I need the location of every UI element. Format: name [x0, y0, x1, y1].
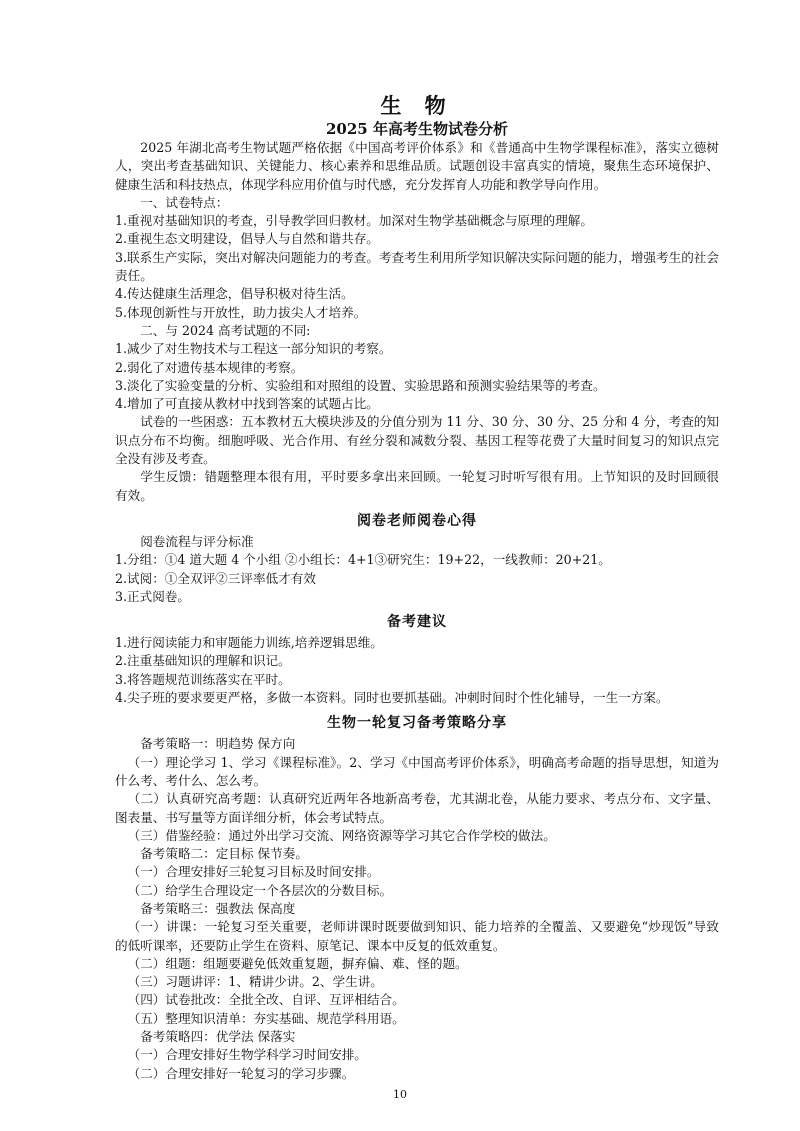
- advice-item: 3.将答题规范训练落实在平时。: [115, 671, 291, 687]
- strategy2-title: 备考策略二：定目标 保节奏。: [140, 846, 308, 862]
- section1-item: 1.重视对基础知识的考查，引导教学回归教材。加深对生物学基础概念与原理的理解。: [115, 213, 593, 229]
- section1-item: 4.传达健康生活理念，倡导积极对待生活。: [115, 286, 354, 302]
- page-number: 10: [393, 1088, 407, 1101]
- section1-item: 2.重视生态文明建设，倡导人与自然和谐共存。: [115, 231, 379, 247]
- strategy1-item: （二）认真研究高考题：认真研究近两年各地新高考卷，尤其湖北卷，从能力要求、考点分布、文字量、图表量、书写量等方面详细分析，体会考试特点。: [115, 791, 719, 825]
- analysis-title: 2025 年高考生物试卷分析: [326, 120, 508, 138]
- grading-item: 1.分组：①4 道大题 4 个小组 ②小组长：4+1③研究生：19+22，一线教师：20+21。: [115, 552, 611, 568]
- subject-title: 生 物: [380, 93, 454, 118]
- strategy3-title: 备考策略三：强教法 保高度: [140, 900, 296, 916]
- section1-item: 5.体现创新性与开放性，助力拔尖人才培养。: [115, 304, 367, 320]
- grading-item: 2.试阅：①全双评②三评率低才有效: [115, 570, 316, 586]
- strategy3-item: （一）讲课：一轮复习至关重要，老师讲课时既要做到知识、能力培养的全覆盖、又要避免“炒现饭”导致的低听课率，还要防止学生在资料、原笔记、课本中反复的低效重复。: [115, 919, 719, 953]
- strategy1-item: （三）借鉴经验：通过外出学习交流、网络资源等学习其它合作学校的做法。: [127, 827, 556, 843]
- confusion-paragraph: 试卷的一些困惑：五本教材五大模块涉及的分值分别为 11 分、30 分、30 分、25 分和 4 分，考查的知识点分布不均衡。细胞呼吸、光合作用、有丝分裂和减数分裂、基因工程等花费了大量时间复习的知识点完全没有涉及考查。: [115, 414, 719, 467]
- strategy1-item: （一）理论学习 1、学习《课程标准》。2、学习《中国高考评价体系》，明确高考命题的指导思想，知道为什么考、考什么、怎么考。: [115, 754, 719, 788]
- advice-heading: 备考建议: [387, 614, 447, 631]
- strategy2-item: （二）给学生合理设定一个各层次的分数目标。: [127, 882, 393, 898]
- page-content: [115, 92, 719, 1083]
- strategy3-item: （四）试卷批改：全批全改、自评、互评相结合。: [127, 992, 405, 1008]
- strategy3-item: （二）组题：组题要避免低效重复题，摒弃偏、难、怪的题。: [127, 955, 468, 971]
- section1-item: 3.联系生产实际，突出对解决问题能力的考查。考查考生利用所学知识解决实际问题的能力，增强考生的社会责任。: [115, 249, 719, 284]
- feedback-paragraph: 学生反馈：错题整理本很有用，平时要多拿出来回顾。一轮复习时听写很有用。上节知识的及时回顾很有效。: [115, 469, 719, 503]
- section2-item: 1.减少了对生物技术与工程这一部分知识的考察。: [115, 341, 392, 357]
- strategy4-title: 备考策略四：优学法 保落实: [140, 1029, 296, 1045]
- advice-item: 1.进行阅读能力和审题能力训练,培养逻辑思维。: [115, 635, 383, 651]
- strategy1-title: 备考策略一：明趋势 保方向: [140, 736, 296, 752]
- section2-item: 4.增加了可直接从教材中找到答案的试题占比。: [115, 396, 379, 412]
- grading-subheading: 阅卷流程与评分标准: [140, 533, 254, 549]
- section2-item: 3.淡化了实验变量的分析、实验组和对照组的设置、实验思路和预测实验结果等的考查。: [115, 377, 606, 393]
- grading-heading: 阅卷老师阅卷心得: [357, 512, 477, 529]
- strategy4-item: （二）合理安排好一轮复习的学习步骤。: [127, 1065, 355, 1081]
- advice-item: 4.尖子班的要求要更严格，多做一本资料。同时也要抓基础。冲刺时间时个性化辅导，一生一方案。: [115, 690, 669, 706]
- advice-item: 2.注重基础知识的理解和识记。: [115, 653, 291, 669]
- strategy3-item: （三）习题讲评：1、精讲少讲。2、学生讲。: [127, 974, 383, 990]
- strategy4-item: （一）合理安排好生物学科学习时间安排。: [127, 1047, 367, 1063]
- section2-heading: 二、与 2024 高考试题的不同:: [140, 322, 311, 338]
- strategy3-item: （五）整理知识清单：夯实基础、规范学科用语。: [127, 1010, 405, 1026]
- strategy2-item: （一）合理安排好三轮复习目标及时间安排。: [127, 864, 380, 880]
- section2-item: 2.弱化了对遗传基本规律的考察。: [115, 359, 304, 375]
- strategy-heading: 生物一轮复习备考策略分享: [327, 715, 507, 732]
- intro-paragraph: 2025 年湖北高考生物试题严格依据《中国高考评价体系》和《普通高中生物学课程标准》，落实立德树人，突出考查基础知识、关键能力、核心素养和思维品质。试题创设丰富真实的情境，聚焦生态环境保护、健康生活和科技热点，体现学科应用价值与时代感，充分发挥育人功能和教学导向作用。: [115, 140, 719, 192]
- section1-heading: 一、试卷特点：: [140, 194, 229, 210]
- grading-item: 3.正式阅卷。: [115, 588, 190, 604]
